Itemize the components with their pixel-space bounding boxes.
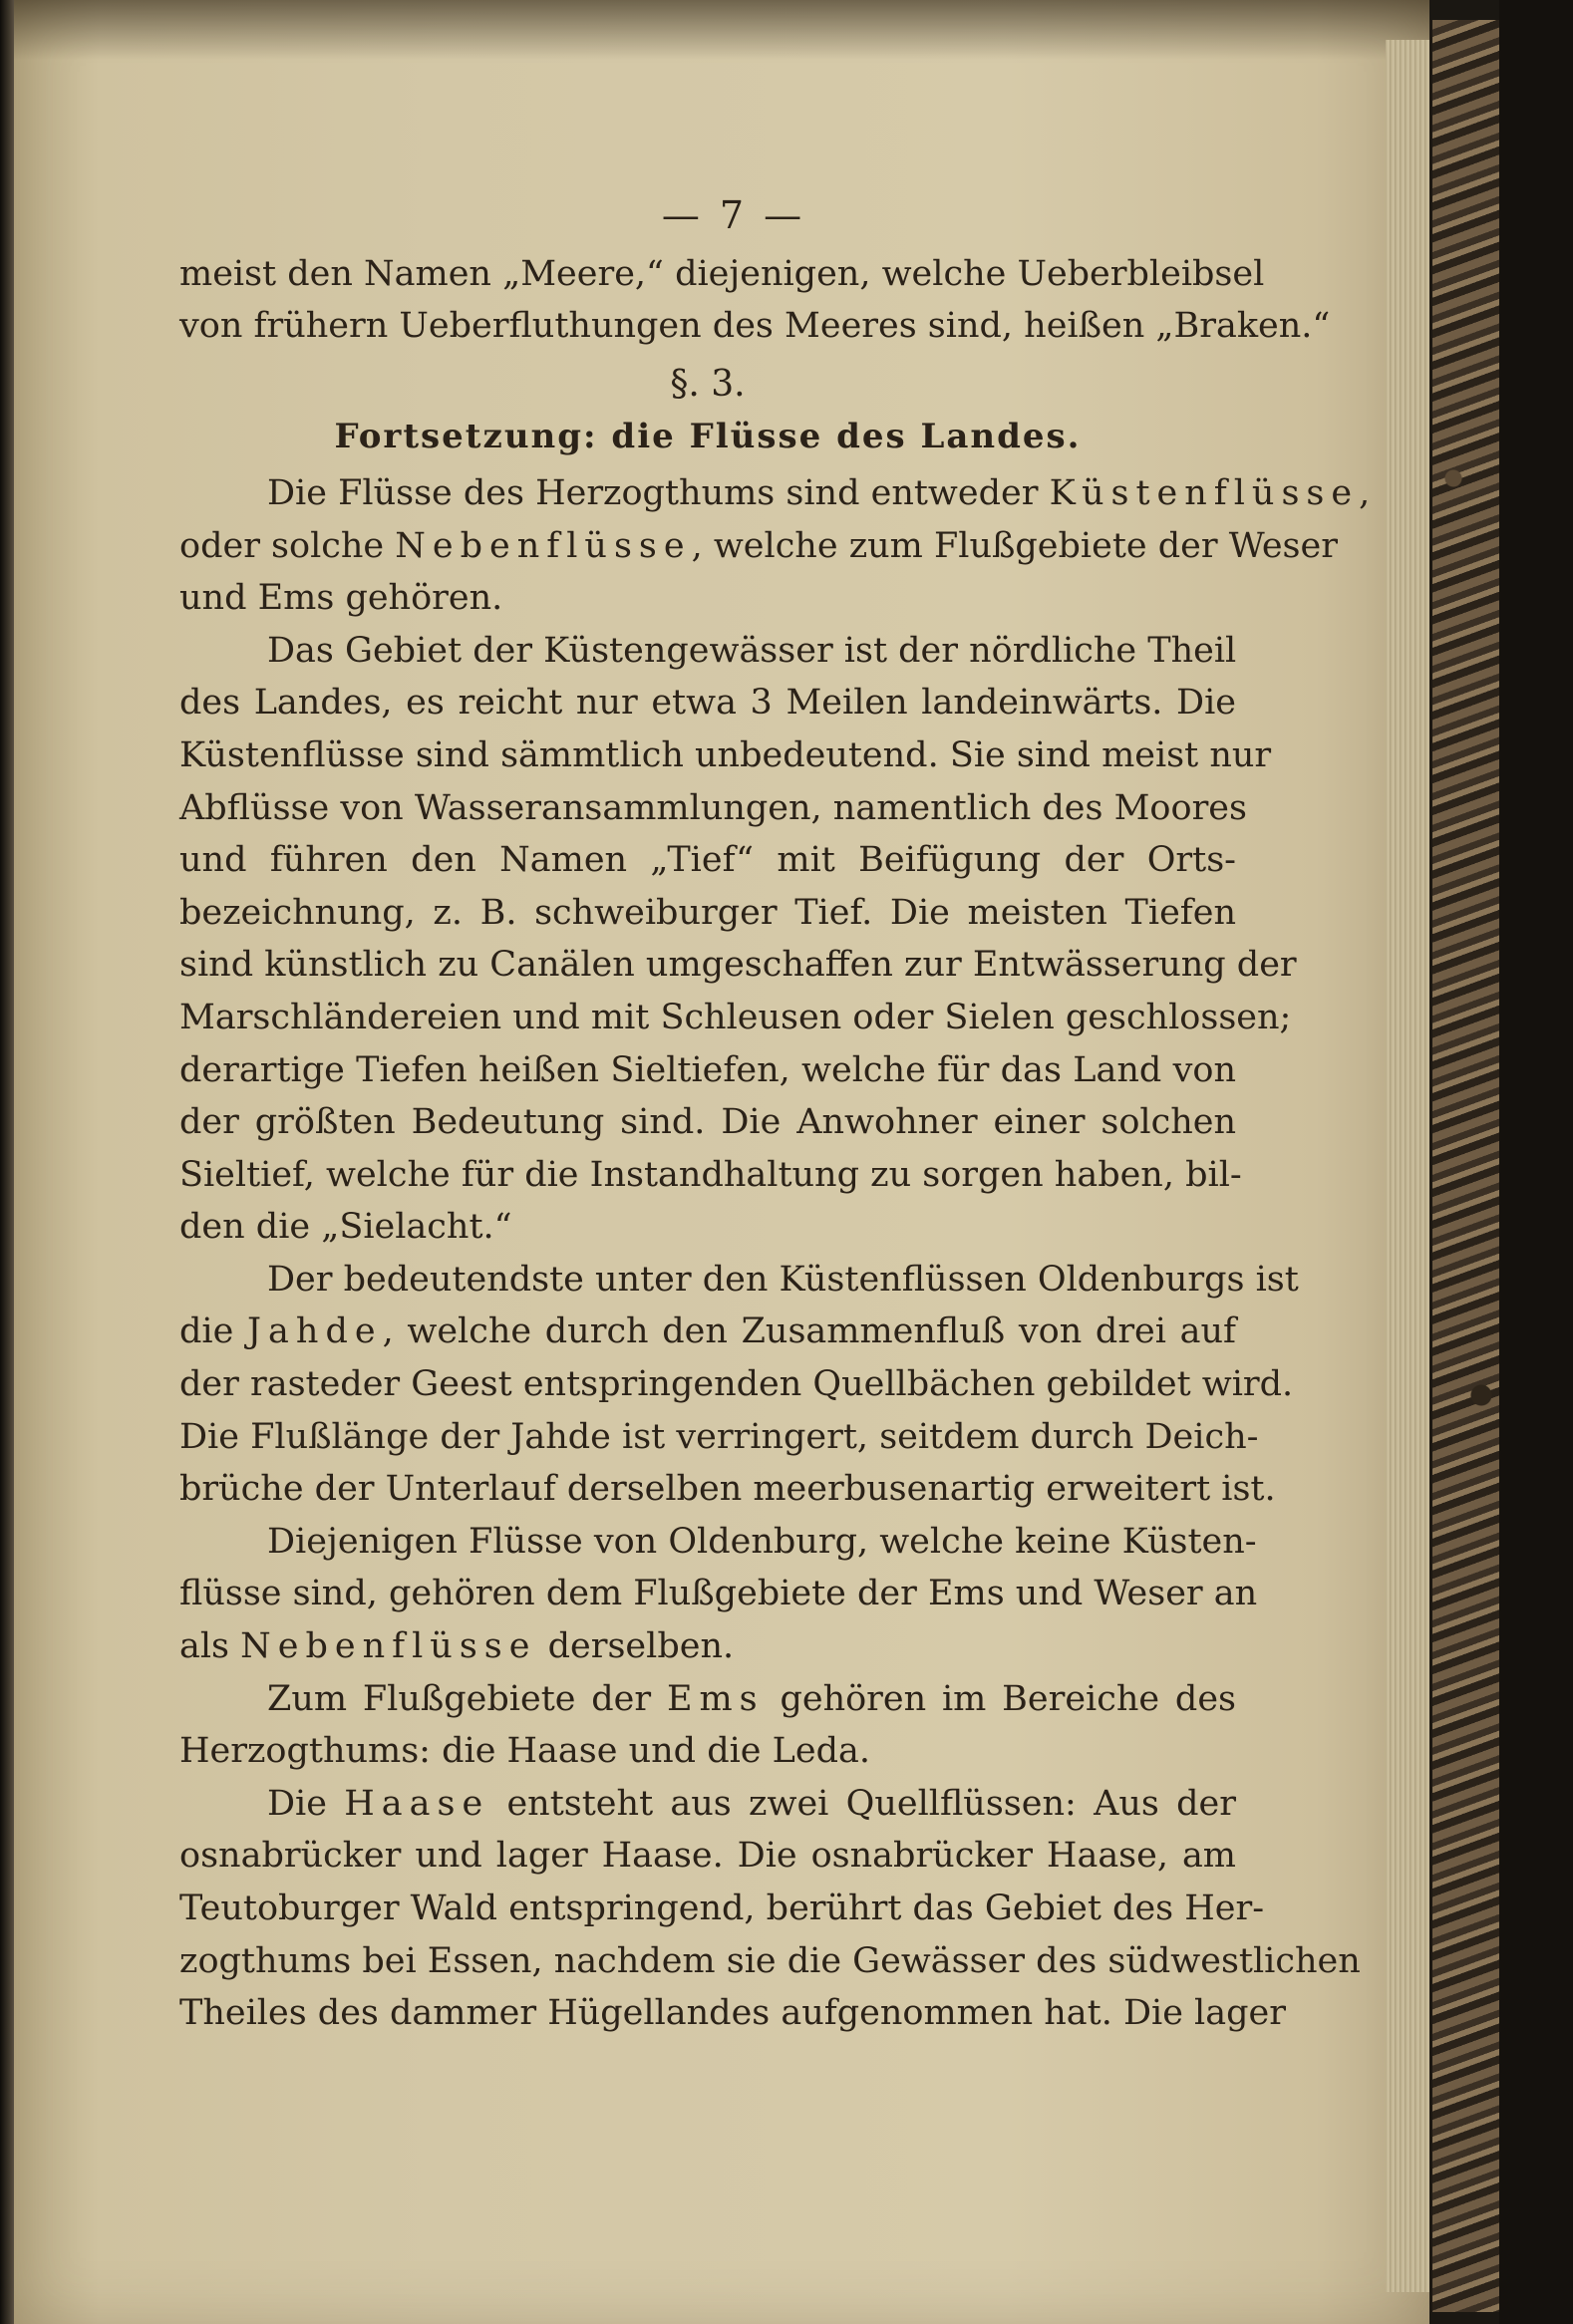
emphasis-nebenfluesse: Nebenflüsse (240, 1626, 537, 1667)
text-run: Die (267, 1783, 345, 1824)
text-line: osnabrücker und lager Haase. Die osnabrücker Haase, am (179, 1836, 1236, 1877)
text-run: oder solche (179, 525, 396, 566)
emphasis-jahde: Jahde (247, 1311, 383, 1352)
text-line: den die „Sielacht.“ (179, 1207, 512, 1248)
page-edges (1386, 40, 1429, 2292)
text-run: die (179, 1311, 247, 1352)
text-line: Das Gebiet der Küstengewässer ist der nördliche Theil (267, 630, 1237, 671)
text-run: als (179, 1626, 241, 1667)
paragraph-6 (179, 1778, 1361, 2040)
text-line: von frühern Ueberfluthungen des Meeres sind, heißen „Braken.“ (179, 306, 1331, 347)
text-line (179, 467, 1378, 520)
emphasis-ems: Ems (666, 1678, 765, 1719)
emphasis-haase: Haase (344, 1783, 490, 1824)
text-line: der rasteder Geest entspringenden Quellbächen gebildet wird. (179, 1364, 1294, 1405)
background-right (1499, 0, 1573, 2324)
text-line (179, 1673, 1236, 1726)
paragraph-1 (179, 467, 1378, 625)
text-line: flüsse sind, gehören dem Flußgebiete der Ems und Weser an (179, 1574, 1258, 1614)
emphasis-nebenfluesse: Nebenflüsse (395, 525, 692, 566)
text-line: zogthums bei Essen, nachdem sie die Gewässer des südwestlichen (179, 1940, 1361, 1981)
text-line: derartige Tiefen heißen Sieltiefen, welche für das Land von (179, 1049, 1236, 1090)
text-line: Marschländereien und mit Schleusen oder Sielen geschlossen; (179, 997, 1292, 1037)
text-run: , welche durch den Zusammenfluß von drei auf (382, 1311, 1236, 1352)
paragraph-4 (179, 1516, 1258, 1673)
text-run: , welche zum Flußgebiete der Weser (691, 525, 1338, 566)
text-run: entsteht aus zwei Quellflüssen: Aus der (489, 1783, 1236, 1824)
paragraph-3 (179, 1254, 1299, 1516)
paragraph-intro (179, 248, 1331, 353)
page-number: — 7 — (661, 193, 806, 237)
text-run: Die Flüsse des Herzogthums sind entweder (267, 472, 1050, 513)
text-line: Die Flußlänge der Jahde ist verringert, seitdem durch Deich- (179, 1416, 1259, 1457)
text-line: Herzogthums: die Haase und die Leda. (179, 1731, 870, 1772)
text-line: der größten Bedeutung sind. Die Anwohner einer solchen (179, 1102, 1236, 1143)
text-line: Der bedeutendste unter den Küstenflüssen Oldenburgs ist (267, 1259, 1299, 1300)
text-line (179, 1620, 1236, 1673)
text-line: und Ems gehören. (179, 578, 503, 619)
emphasis-kuestenfluesse: Küstenflüsse, (1049, 472, 1378, 513)
section-number: §. 3. (670, 363, 746, 405)
text-line: bezeichnung, z. B. schweiburger Tief. Die meisten Tiefen (179, 892, 1236, 933)
text-line (179, 1778, 1236, 1831)
paragraph-2 (179, 625, 1297, 1254)
text-line: des Landes, es reicht nur etwa 3 Meilen landeinwärts. Die (179, 683, 1236, 724)
text-line: brüche der Unterlauf derselben meerbusenartig erweitert ist. (179, 1469, 1276, 1510)
text-line (179, 1306, 1236, 1358)
text-line (179, 520, 1338, 573)
section-title: Fortsetzung: die Flüsse des Landes. (334, 417, 1082, 457)
text-line: meist den Namen „Meere,“ diejenigen, welche Ueberbleibsel (179, 253, 1265, 294)
text-line: Theiles des dammer Hügellandes aufgenommen hat. Die lager (179, 1993, 1286, 2034)
page-top-shadow (14, 0, 1429, 60)
paragraph-5 (179, 1673, 1236, 1778)
page-text (179, 189, 1378, 2040)
marbled-cover (1429, 20, 1502, 2312)
text-line: Diejenigen Flüsse von Oldenburg, welche keine Küsten- (267, 1521, 1257, 1562)
text-line: und führen den Namen „Tief“ mit Beifügung der Orts- (179, 840, 1236, 881)
text-line: Küstenflüsse sind sämmtlich unbedeutend. Sie sind meist nur (179, 734, 1272, 775)
text-line: Teutoburger Wald entspringend, berührt das Gebiet des Her- (179, 1888, 1265, 1928)
text-line: sind künstlich zu Canälen umgeschaffen zur Entwässerung der (179, 945, 1297, 986)
text-line: Abflüsse von Wasseransammlungen, namentlich des Moores (179, 787, 1247, 828)
text-line: Sieltief, welche für die Instandhaltung zu sorgen haben, bil- (179, 1154, 1242, 1195)
text-run: Zum Flußgebiete der (267, 1678, 667, 1719)
text-run: derselben. (536, 1626, 735, 1667)
book-gutter (0, 0, 14, 2324)
text-run: gehören im Bereiche des (764, 1678, 1236, 1719)
